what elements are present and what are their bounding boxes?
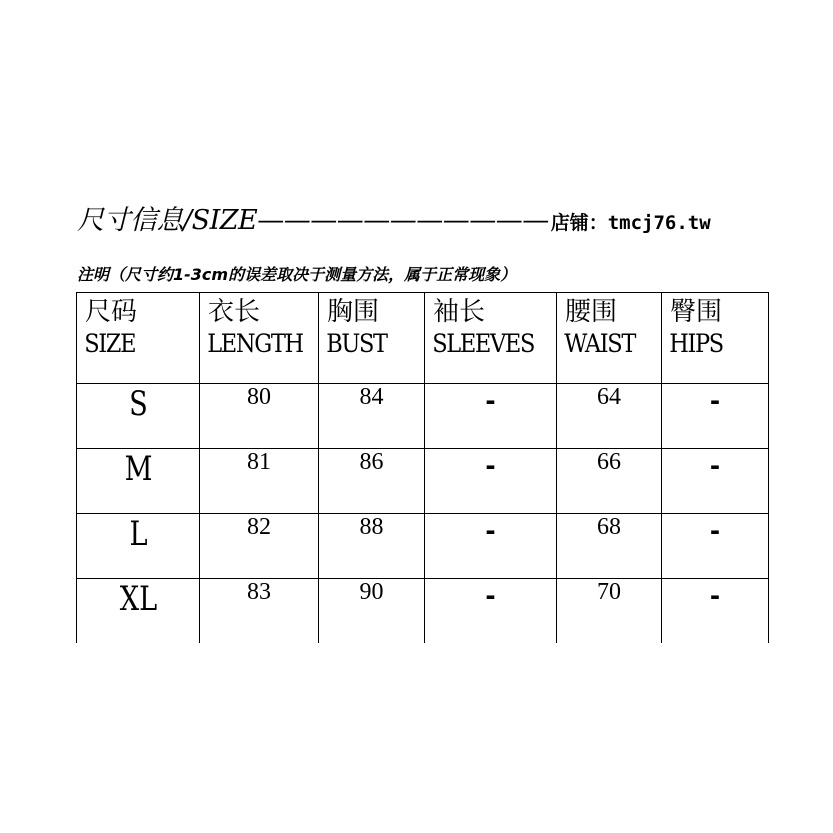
waist-cell: 66 [557,449,662,514]
header-label-en: SLEEVES [432,329,535,358]
bust-cell: 90 [319,579,425,644]
header-bust [319,293,425,384]
size-cell: M [89,449,187,514]
waist-cell: 64 [557,384,662,449]
header-label-en: HIPS [669,329,723,358]
header-label-zh: 衣长 [208,297,261,327]
measurement-note: 注明（尺寸约1-3cm的误差取决于测量方法，属于正常现象） [77,265,517,284]
sleeves-cell: - [425,514,557,579]
header-label-en: WAIST [564,329,636,358]
hips-cell: - [662,579,769,644]
size-cell: S [89,384,187,449]
header-label-zh: 腰围 [565,297,618,327]
table-row [77,514,769,579]
header-label-en: SIZE [84,329,136,358]
title-text: 尺寸信息/SIZE——————————— [77,205,549,236]
table-row [77,384,769,449]
hips-cell: - [662,384,769,449]
table-row [77,449,769,514]
size-cell: XL [89,579,187,644]
header-hips [662,293,769,384]
sleeves-cell: - [425,579,557,644]
bust-cell: 86 [319,449,425,514]
header-size [77,293,200,384]
table-row [77,579,769,644]
size-cell: L [89,514,187,579]
length-cell: 80 [200,384,319,449]
sleeves-cell: - [425,449,557,514]
length-cell: 83 [200,579,319,644]
header-sleeves [425,293,557,384]
header-label-zh: 袖长 [433,297,486,327]
hips-cell: - [662,449,769,514]
header-length [200,293,319,384]
length-cell: 81 [200,449,319,514]
header-label-zh: 胸围 [327,297,380,327]
bust-cell: 84 [319,384,425,449]
header-label-en: LENGTH [207,329,303,358]
size-chart-table [76,292,769,643]
hips-cell: - [662,514,769,579]
length-cell: 82 [200,514,319,579]
table-header-row [77,293,769,384]
bust-cell: 88 [319,514,425,579]
header-label-zh: 臀围 [670,297,723,327]
header-label-zh: 尺码 [85,297,138,327]
header-waist [557,293,662,384]
page-title [77,198,711,238]
store-label: 店铺：tmcj76.tw [550,212,711,234]
header-label-en: BUST [326,329,387,358]
waist-cell: 68 [557,514,662,579]
waist-cell: 70 [557,579,662,644]
sleeves-cell: - [425,384,557,449]
